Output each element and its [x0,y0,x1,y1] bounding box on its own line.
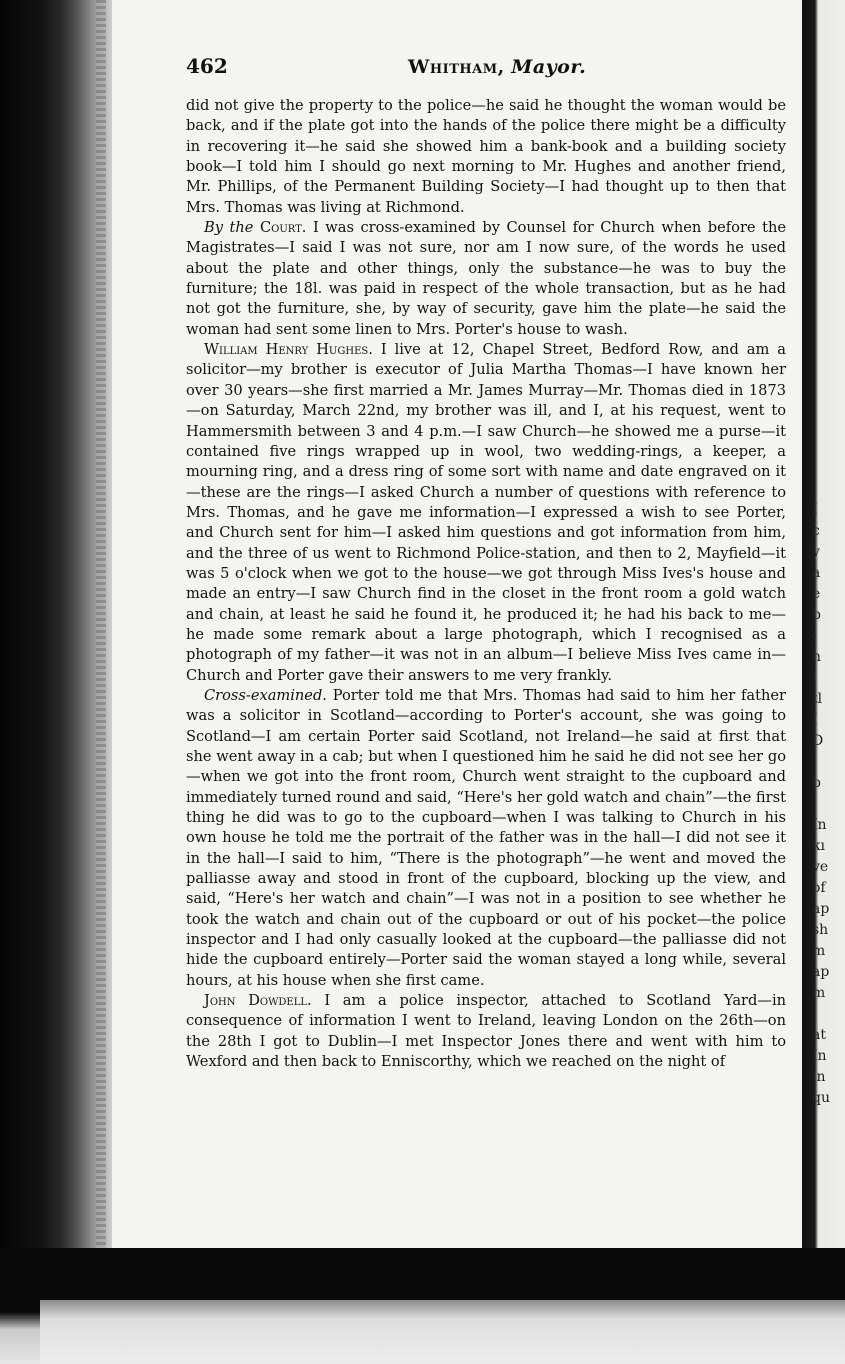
facing-page-fragment: kı [812,838,825,854]
running-head-title: Mayor. [511,56,587,78]
p4-body: Porter told me that Mrs. Thomas had said to him her father was a solicitor in Scotland—according to Porter's account, she was going to Scotland—I am certain Porter said Scotland, not Ireland—he said at first that she went away in a cab; but when I questioned him he said he did not see her go—when we got into the front room, Church went straight to the cupboard and immediately turned round and said, “Here's her gold watch and chain”—the first thing he did was to go to the cupboard—when I was talking to Church in his own house he told me the portrait of the father was in the hall—I did not see it in the hall—I said to him, “There is the photograph”—he went and moved the palliasse away and stood in front of the cupboard, blocking up the view, and said, “Here's her watch and chain”—I was not in a position to see whether he took the watch and chain out of the cupboard or out of his pocket—the police inspector and I had only casually looked at the cupboard—the palliasse did not hide the cupboard entirely—Porter said the woman stayed a long while, several hours, at his house when she first came. [186,686,786,989]
facing-page-fragment: e [812,586,821,602]
running-head [408,56,586,78]
facing-page-fragment [812,1004,845,1025]
p2-court: Court. [259,219,307,237]
facing-page-fragment: ap [812,964,830,980]
facing-page-fragment: qu [812,1090,830,1106]
facing-page-fragment: c [812,523,820,539]
facing-page-fragment: ve [812,859,829,875]
facing-page-fragment: of [812,880,826,896]
p3-body: I live at 12, Chapel Street, Bedford Row, and am a solicitor—my brother is executor of Julia Martha Thomas—I have known her over 30 years—she first married a Mr. James Murray—Mr. Thomas died in 1873—on Saturday, March 22nd, my brother was ill, and I, at his request, went to Hammersmith between 3 and 4 p.m.—I saw Church—he showed me a purse—it contained five rings wrapped up in wool, two wedding-rings, a keeper, a mourning ring, and a dress ring of some sort with name and date engraved on it—these are the rings—I asked Church a number of questions with reference to Mrs. Thomas, and he gave me information—I expressed a wish to see Porter, and Church sent for him—I asked him questions and got information from him, and the three of us went to Richmond Police-station, and then to 2, Mayfield—it was 5 o'clock when we got to the house—we got through Miss Ives's house and made an entry—I saw Church find in the closet in the front room a gold watch and chain, at least he said he found it, he produced it; he had his back to me—he made some remark about a large photograph, which I recognised as a photograph of my father—it was not in an album—I believe Miss Ives came in—Church and Porter gave their answers to me very frankly. [186,341,786,684]
paragraph-1: did not give the property to the police—he said he thought the woman would be back, and if the plate got into the hands of the police there might be a difficulty in recovering it—he said she showed him a bank-book and a building society book—I told him I should go next morning to Mr. Hughes and another friend, Mr. Phillips, of the Permanent Building Society—I had thought up to then that Mrs. Thomas was living at Richmond. [186,97,786,216]
witness-name-dowdell: John Dowdell. [204,992,312,1010]
facing-page-fragment: I [812,502,818,518]
facing-page-fragment: a [812,565,821,581]
page-header [186,54,786,84]
book-binding-gutter [0,0,112,1290]
underlying-page-edge [40,1300,845,1364]
body-text [186,96,786,1073]
paragraph-2 [186,218,786,340]
facing-page-fragment: m [812,943,826,959]
paragraph-3 [186,340,786,686]
facing-page-fragment: ap [812,901,830,917]
facing-page-fragment: I [812,712,818,728]
facing-page-fragment [812,752,845,773]
facing-page-fragment: in [812,1069,826,1085]
witness-name-hughes: William Henry Hughes. [204,341,373,359]
paragraph-4 [186,686,786,991]
facing-page-fragment [812,794,845,815]
facing-page-fragment: tl [812,691,823,707]
p5-body: I am a police inspector, attached to Scotland Yard—in consequence of information I went to Ireland, leaving London on the 26th—on the 28th I got to Dublin—I met Inspector Jones there and went with him to Wexford and then back to Enniscorthy, which we reached on the night of [186,992,787,1071]
running-head-name: Whitham, [408,56,505,78]
facing-page-fragments [812,500,845,1109]
page-number: 462 [186,54,228,78]
facing-page-fragment: at [812,1027,826,1043]
facing-page-fragment: v [812,544,820,560]
p2-lead: By the [204,219,254,237]
facing-page-fragment: b [812,775,821,791]
facing-page-fragment: D [812,733,824,749]
facing-page-fragment: m [812,985,826,1001]
facing-page-fragment: n [812,649,822,665]
facing-page-fragment: b [812,607,821,623]
paragraph-5 [186,991,786,1072]
facing-page-fragment: In [812,1048,827,1064]
facing-page-fragment: - [812,628,817,644]
facing-page-fragment: In [812,817,827,833]
facing-page-fragment: sh [812,922,829,938]
facing-page-fragment: i [812,670,817,686]
cross-examined-label: Cross-examined. [204,686,327,704]
p2-body: I was cross-examined by Counsel for Church when before the Magistrates—I said I was not sure, nor am I now sure, of the words he used about the plate and other things, only the substance—he was to buy the furniture; the 18l. was paid in respect of the whole transaction, but as he had not got the furniture, she, by way of security, gave him the plate—he said the woman had sent some linen to Mrs. Porter's house to wash. [186,219,787,338]
